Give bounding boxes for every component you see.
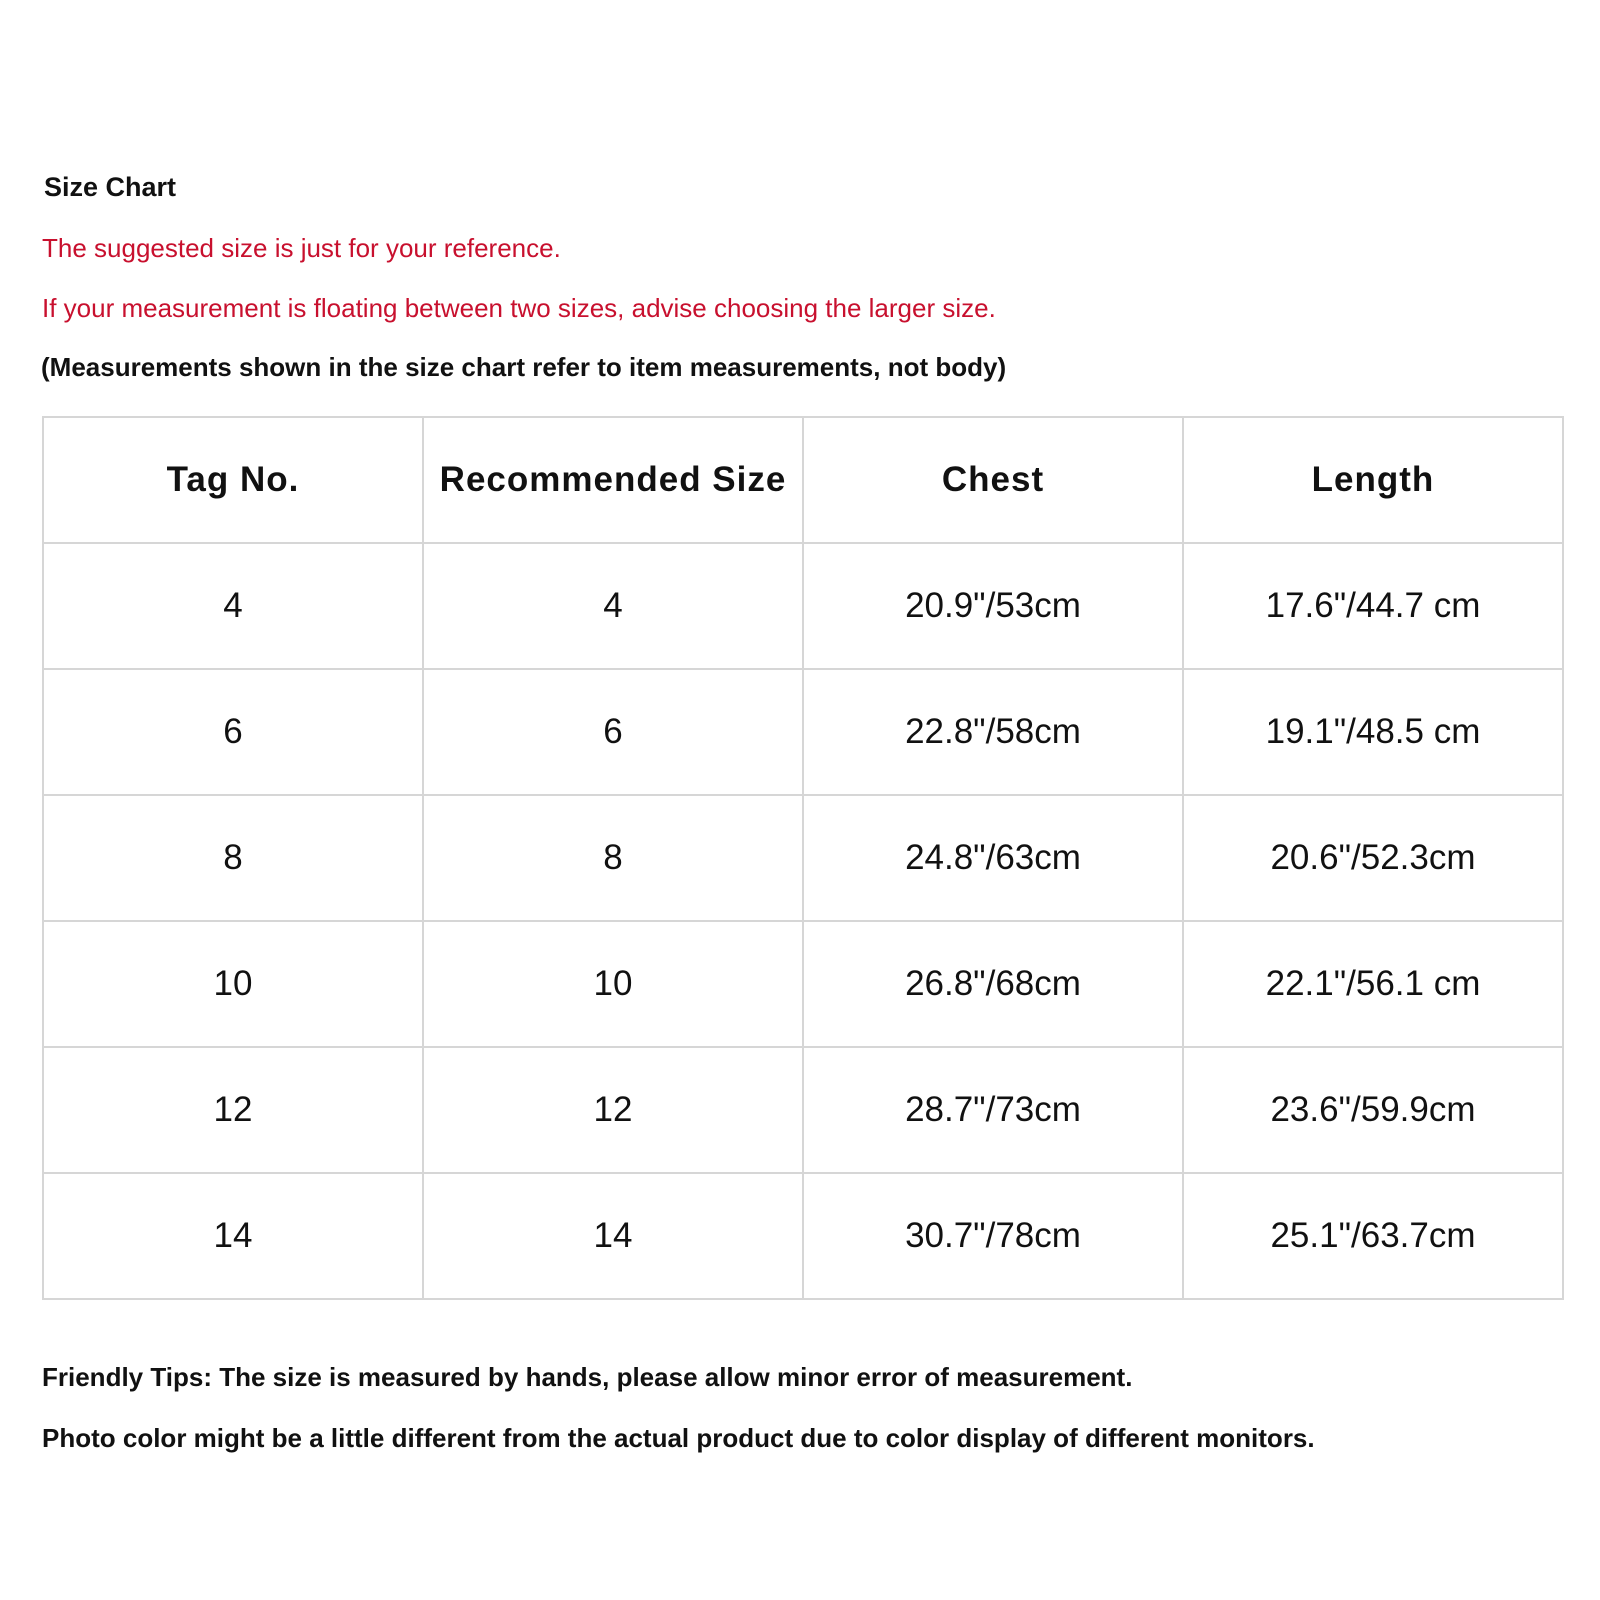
cell-chest: 28.7"/73cm — [803, 1047, 1183, 1173]
color-tip: Photo color might be a little different from the actual product due to color display of different monitors. — [42, 1423, 1315, 1453]
table-row — [43, 543, 1563, 669]
sizing-advice-note: If your measurement is floating between two sizes, advise choosing the larger size. — [42, 293, 996, 323]
cell-tag-no: 12 — [43, 1047, 423, 1173]
column-header-tag-no: Tag No. — [43, 417, 423, 543]
cell-length: 25.1"/63.7cm — [1183, 1173, 1563, 1299]
cell-recommended-size: 8 — [423, 795, 803, 921]
cell-recommended-size: 6 — [423, 669, 803, 795]
cell-length: 17.6"/44.7 cm — [1183, 543, 1563, 669]
column-header-recommended-size: Recommended Size — [423, 417, 803, 543]
cell-length: 19.1"/48.5 cm — [1183, 669, 1563, 795]
table-row — [43, 921, 1563, 1047]
cell-length: 23.6"/59.9cm — [1183, 1047, 1563, 1173]
cell-recommended-size: 12 — [423, 1047, 803, 1173]
cell-chest: 24.8"/63cm — [803, 795, 1183, 921]
table-row — [43, 1047, 1563, 1173]
page-title: Size Chart — [44, 172, 177, 202]
measurement-note: (Measurements shown in the size chart refer to item measurements, not body) — [41, 352, 1007, 382]
cell-chest: 30.7"/78cm — [803, 1173, 1183, 1299]
table-header-row — [43, 417, 1563, 543]
cell-length: 20.6"/52.3cm — [1183, 795, 1563, 921]
cell-length: 22.1"/56.1 cm — [1183, 921, 1563, 1047]
cell-recommended-size: 10 — [423, 921, 803, 1047]
cell-tag-no: 8 — [43, 795, 423, 921]
table-row — [43, 1173, 1563, 1299]
column-header-chest: Chest — [803, 417, 1183, 543]
cell-recommended-size: 14 — [423, 1173, 803, 1299]
measurement-tip: Friendly Tips: The size is measured by hands, please allow minor error of measurement. — [42, 1362, 1133, 1392]
cell-tag-no: 6 — [43, 669, 423, 795]
cell-chest: 22.8"/58cm — [803, 669, 1183, 795]
reference-note: The suggested size is just for your reference. — [42, 233, 561, 263]
cell-tag-no: 10 — [43, 921, 423, 1047]
size-chart-table — [42, 416, 1564, 1300]
table-row — [43, 669, 1563, 795]
table-row — [43, 795, 1563, 921]
cell-chest: 26.8"/68cm — [803, 921, 1183, 1047]
cell-chest: 20.9"/53cm — [803, 543, 1183, 669]
column-header-length: Length — [1183, 417, 1563, 543]
cell-tag-no: 14 — [43, 1173, 423, 1299]
cell-tag-no: 4 — [43, 543, 423, 669]
cell-recommended-size: 4 — [423, 543, 803, 669]
